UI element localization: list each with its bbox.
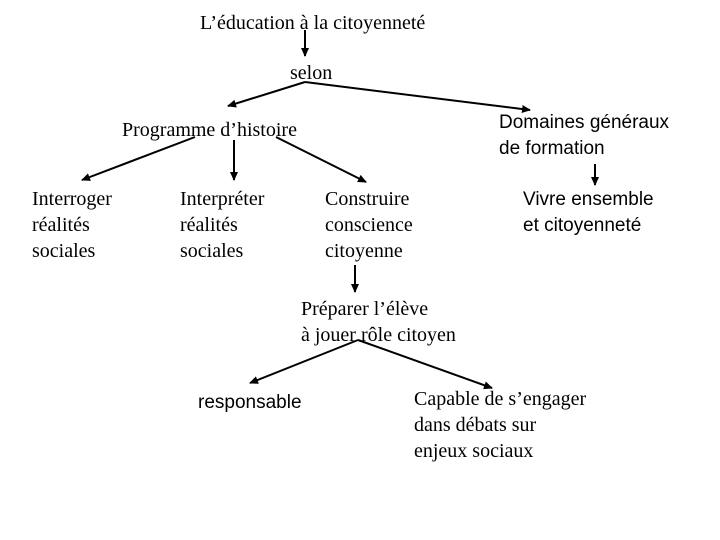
- interpreter-node: [180, 186, 264, 264]
- preparer-line-2: à jouer rôle citoyen: [301, 324, 456, 346]
- interroger-node: [32, 186, 112, 264]
- interpreter-line-1: Interpréter: [180, 188, 265, 210]
- programme-node: [122, 117, 297, 143]
- capable-line-3: enjeux sociaux: [414, 440, 534, 462]
- capable-line-1: Capable de s’engager: [414, 388, 587, 410]
- preparer-node: [301, 296, 456, 348]
- root-label: L’éducation à la citoyenneté: [200, 12, 426, 34]
- vivre-node: [523, 187, 654, 239]
- vivre-line-1: Vivre ensemble: [523, 189, 654, 210]
- responsable-node: [198, 390, 302, 416]
- selon-node: [290, 60, 332, 86]
- arrow-programme-to-interroger: [82, 137, 195, 180]
- domaines-line-2: de formation: [499, 138, 605, 159]
- arrow-programme-to-construire: [276, 137, 366, 182]
- interroger-line-3: sociales: [32, 240, 96, 262]
- construire-line-1: Construire: [325, 188, 410, 210]
- interroger-line-1: Interroger: [32, 188, 112, 210]
- construire-node: [325, 186, 413, 264]
- selon-label: selon: [290, 62, 333, 84]
- root-node: [200, 10, 425, 36]
- responsable-label: responsable: [198, 392, 302, 413]
- interpreter-line-3: sociales: [180, 240, 244, 262]
- preparer-line-1: Préparer l’élève: [301, 298, 429, 320]
- domaines-node: [499, 110, 669, 162]
- domaines-line-1: Domaines généraux: [499, 112, 670, 133]
- interpreter-line-2: réalités: [180, 214, 238, 236]
- construire-line-2: conscience: [325, 214, 413, 236]
- arrow-selon-to-domaines: [305, 82, 530, 110]
- construire-line-3: citoyenne: [325, 240, 403, 262]
- capable-line-2: dans débats sur: [414, 414, 537, 436]
- vivre-line-2: et citoyenneté: [523, 215, 642, 236]
- programme-label: Programme d’histoire: [122, 119, 297, 141]
- interroger-line-2: réalités: [32, 214, 90, 236]
- capable-node: [414, 386, 586, 464]
